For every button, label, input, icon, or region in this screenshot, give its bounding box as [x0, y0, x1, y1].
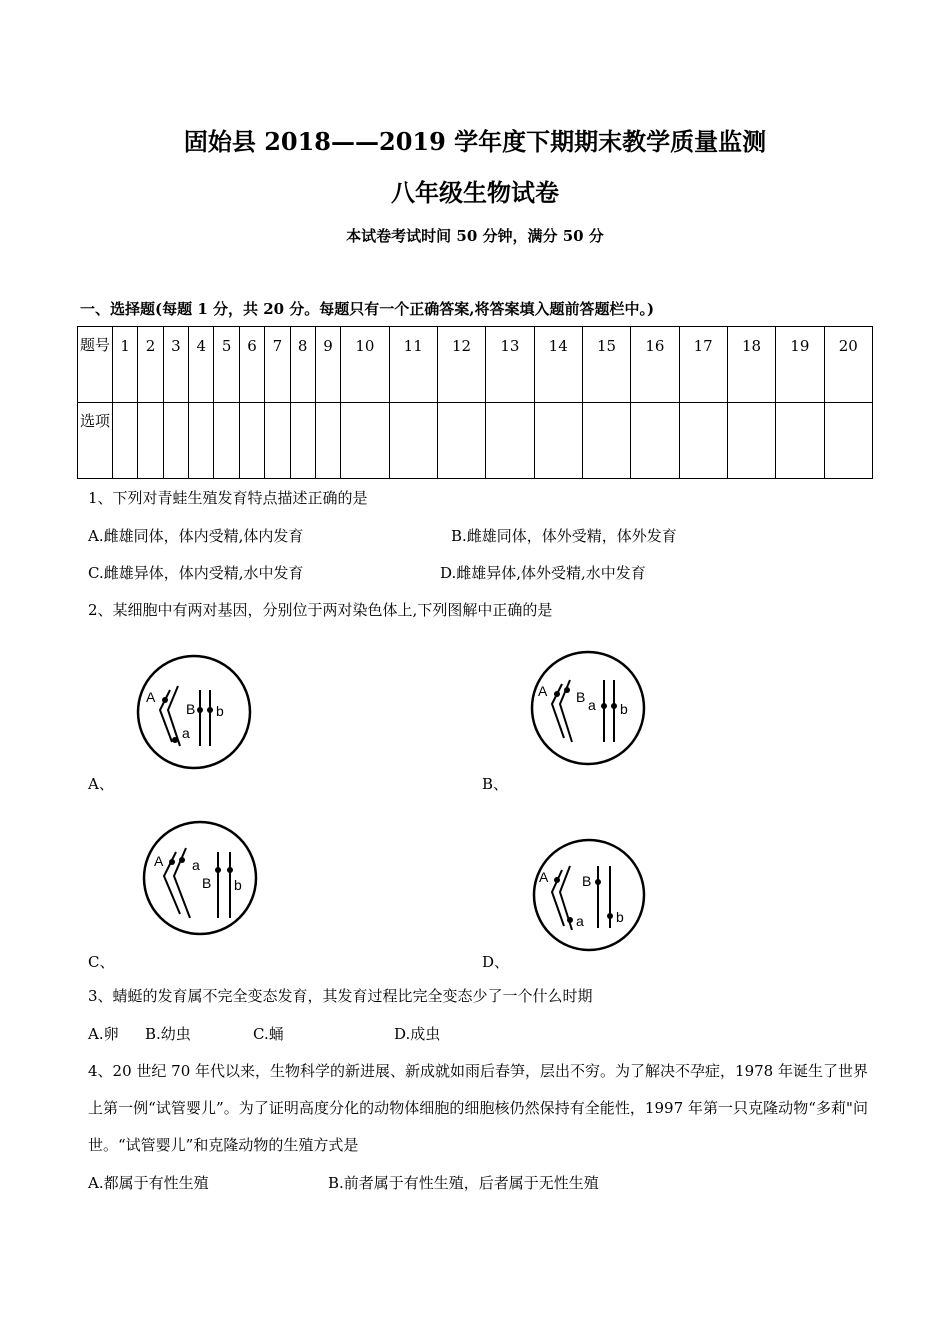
question-4-option-b: B.前者属于有性生殖，后者属于无性生殖	[328, 1174, 599, 1192]
exam-title: 固始县 2018——2019 学年度下期期末教学质量监测	[183, 127, 767, 156]
gene-label-lower-b: b	[216, 703, 224, 719]
gene-dot	[607, 913, 613, 919]
answer-cell[interactable]	[163, 403, 188, 479]
question-number-cell: 17	[679, 327, 727, 403]
gene-dot	[197, 707, 203, 713]
gene-label-upper-b: B	[576, 689, 586, 705]
gene-label-lower-a: a	[192, 857, 200, 873]
gene-dot	[179, 857, 185, 863]
question-1-option-d: D.雌雄异体,体外受精,水中发育	[440, 564, 646, 582]
row-label-answer: 选项	[78, 403, 113, 479]
gene-dot	[611, 703, 617, 709]
answer-cell[interactable]	[824, 403, 872, 479]
answer-cell[interactable]	[214, 403, 239, 479]
question-number-cell: 19	[776, 327, 824, 403]
question-number-cell: 2	[138, 327, 163, 403]
answer-cell[interactable]	[389, 403, 437, 479]
gene-dot	[595, 879, 601, 885]
gene-dot	[554, 691, 560, 697]
answer-cell[interactable]	[265, 403, 290, 479]
exam-note: 本试卷考试时间 50 分钟，满分 50 分	[346, 227, 604, 245]
answer-cell[interactable]	[437, 403, 485, 479]
exam-subtitle: 八年级生物试卷	[391, 178, 559, 207]
gene-dot	[227, 867, 233, 873]
question-3-stem: 3、蜻蜓的发育属不完全变态发育，其发育过程比完全变态少了一个什么时期	[88, 987, 593, 1005]
question-number-cell: 15	[582, 327, 630, 403]
gene-label-lower-a: a	[182, 725, 190, 741]
gene-dot	[554, 877, 560, 883]
question-number-cell: 20	[824, 327, 872, 403]
question-number-cell: 8	[290, 327, 315, 403]
question-2-stem: 2、某细胞中有两对基因，分别位于两对染色体上,下列图解中正确的是	[88, 601, 553, 619]
gene-label-upper-b: B	[582, 873, 592, 889]
gene-dot	[172, 737, 178, 743]
question-number-cell: 4	[189, 327, 214, 403]
gene-label-lower-b: b	[234, 877, 242, 893]
cell-diagram-b	[528, 648, 648, 768]
gene-dot	[169, 859, 175, 865]
question-2-option-c: C、	[88, 953, 115, 971]
answer-cell[interactable]	[189, 403, 214, 479]
gene-dot	[215, 867, 221, 873]
answer-cell[interactable]	[582, 403, 630, 479]
question-number-cell: 12	[437, 327, 485, 403]
question-2-option-a: A、	[88, 775, 114, 793]
section-heading: 一、选择题(每题 1 分，共 20 分。每题只有一个正确答案,将答案填入题前答题栏中。)	[80, 300, 655, 318]
question-number-cell: 14	[534, 327, 582, 403]
question-1-option-b: B.雌雄同体，体外受精，体外发育	[451, 527, 677, 545]
gene-dot	[564, 687, 570, 693]
answer-cell[interactable]	[631, 403, 679, 479]
gene-label-upper-a: A	[539, 869, 549, 885]
question-1-option-c: C.雌雄异体，体内受精,水中发育	[88, 564, 304, 582]
question-number-cell: 1	[113, 327, 138, 403]
question-1-option-a: A.雌雄同体，体内受精,体内发育	[88, 527, 304, 545]
gene-label-upper-a: A	[538, 683, 548, 699]
gene-label-lower-b: b	[616, 909, 624, 925]
gene-label-lower-a: a	[588, 697, 596, 713]
gene-label-upper-a: A	[146, 689, 156, 705]
gene-label-upper-b: B	[186, 701, 196, 717]
question-number-cell: 9	[315, 327, 340, 403]
gene-label-lower-b: b	[620, 701, 628, 717]
cell-diagram-a	[134, 652, 254, 772]
answer-cell[interactable]	[727, 403, 775, 479]
cell-diagram-d	[530, 836, 648, 954]
question-4-stem: 4、20 世纪 70 年代以来，生物科学的新进展、新成就如雨后春笋，层出不穷。为了解决不孕症，1978 年诞生了世界上第一例“试管婴儿”。为了证明高度分化的动物体细胞的细胞核仍然保持有全能性，1997 年第一只克隆动物“多莉"问世。“试管婴儿”和克隆动物的生殖方式是	[88, 1062, 868, 1154]
answer-cell[interactable]	[113, 403, 138, 479]
answer-cell[interactable]	[239, 403, 264, 479]
answer-table-number-row	[78, 327, 873, 403]
question-number-cell: 6	[239, 327, 264, 403]
question-3-option-c: C.蛹	[253, 1025, 284, 1043]
cell-diagram-c	[140, 818, 260, 938]
answer-cell[interactable]	[138, 403, 163, 479]
question-number-cell: 5	[214, 327, 239, 403]
gene-dot	[207, 707, 213, 713]
gene-label-lower-a: a	[576, 913, 584, 929]
question-number-cell: 13	[486, 327, 534, 403]
answer-cell[interactable]	[290, 403, 315, 479]
cell-membrane	[534, 840, 644, 950]
question-number-cell: 16	[631, 327, 679, 403]
answer-table-answer-row	[78, 403, 873, 479]
gene-dot	[601, 703, 607, 709]
answer-cell[interactable]	[776, 403, 824, 479]
answer-cell[interactable]	[534, 403, 582, 479]
question-3-option-a: A.卵	[88, 1025, 119, 1043]
question-3-option-d: D.成虫	[394, 1025, 441, 1043]
gene-label-upper-b: B	[202, 875, 212, 891]
gene-dot	[567, 917, 573, 923]
question-4-option-a: A.都属于有性生殖	[88, 1174, 209, 1192]
gene-dot	[162, 697, 168, 703]
answer-cell[interactable]	[679, 403, 727, 479]
question-number-cell: 10	[341, 327, 389, 403]
answer-cell[interactable]	[486, 403, 534, 479]
gene-label-upper-a: A	[154, 853, 164, 869]
answer-table	[77, 326, 873, 479]
answer-cell[interactable]	[341, 403, 389, 479]
row-label-number: 题号	[78, 327, 113, 403]
question-2-option-d: D、	[482, 953, 510, 971]
question-3-option-b: B.幼虫	[145, 1025, 191, 1043]
question-1-stem: 1、下列对青蛙生殖发育特点描述正确的是	[88, 489, 368, 507]
answer-cell[interactable]	[315, 403, 340, 479]
question-number-cell: 7	[265, 327, 290, 403]
question-number-cell: 18	[727, 327, 775, 403]
question-2-option-b: B、	[482, 775, 509, 793]
question-number-cell: 11	[389, 327, 437, 403]
question-number-cell: 3	[163, 327, 188, 403]
